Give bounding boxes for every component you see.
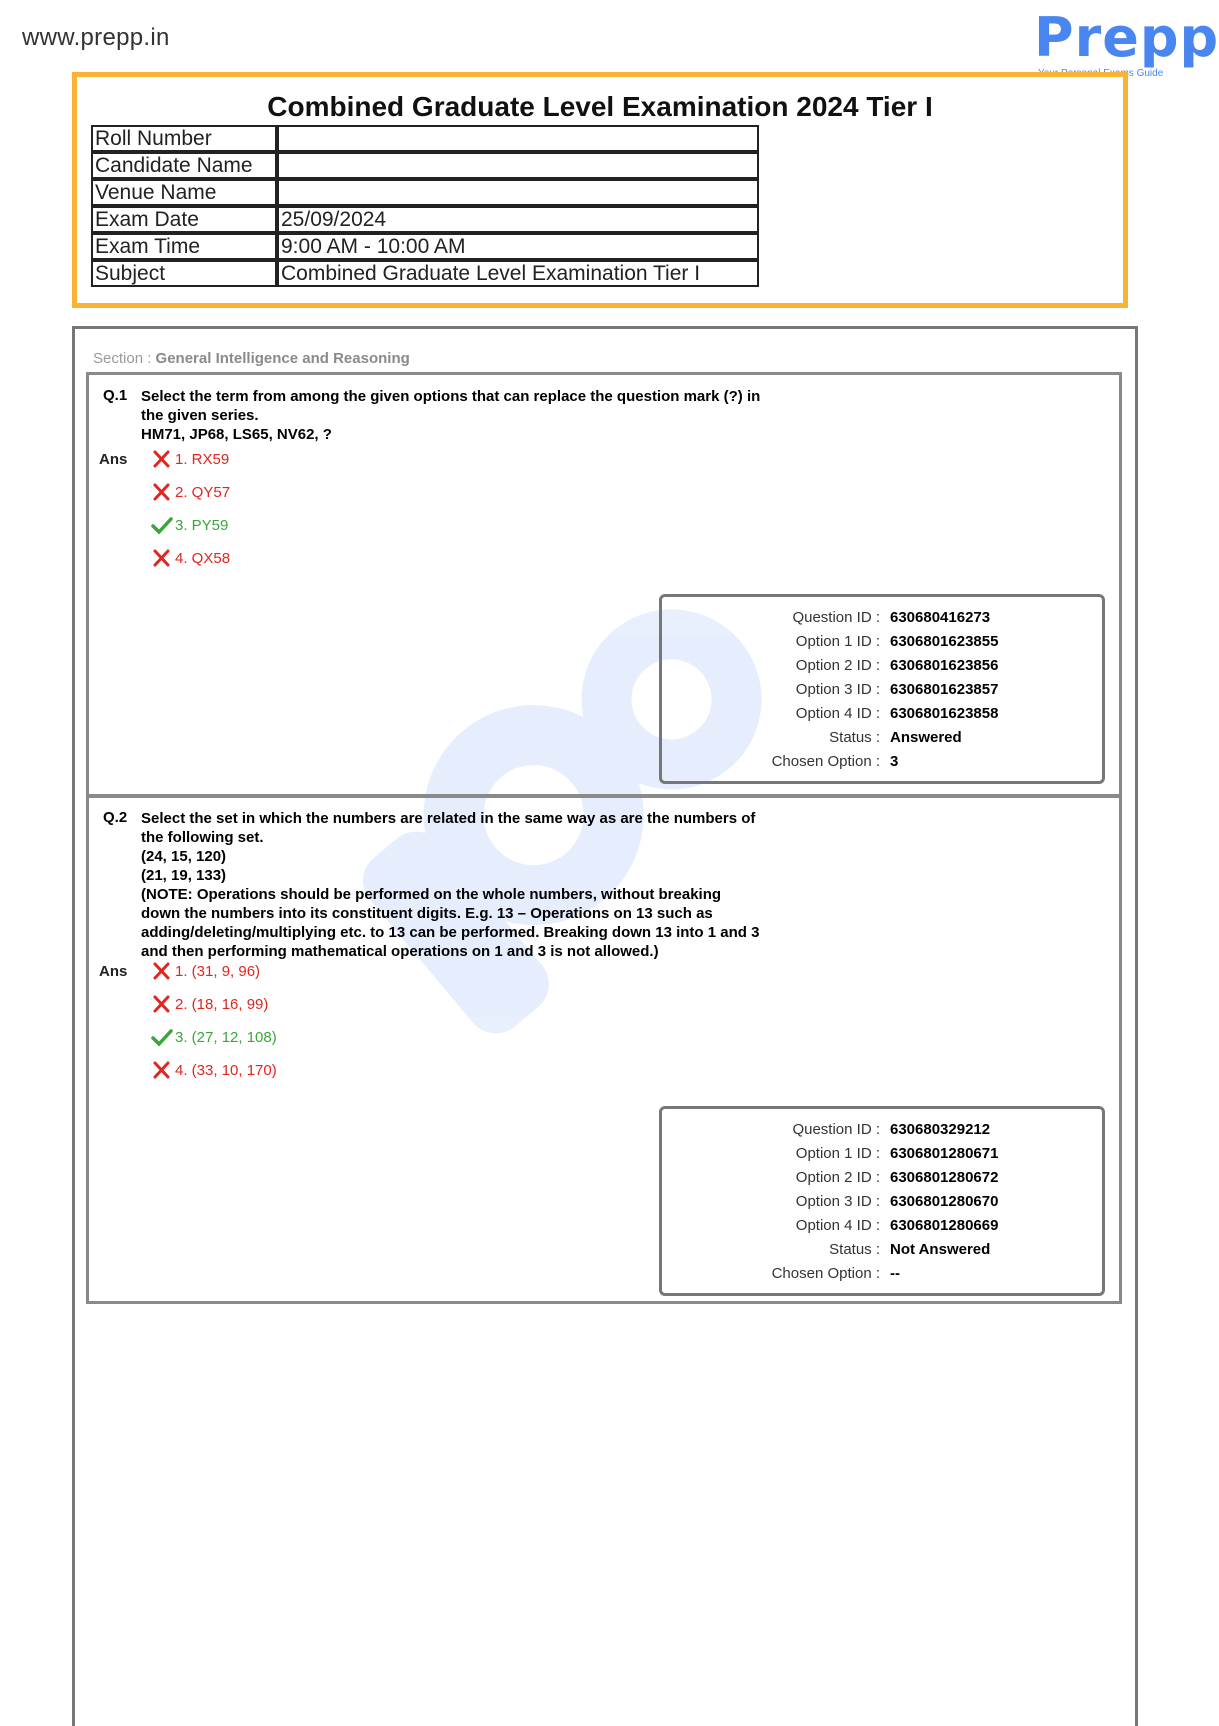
option-text: 1. (31, 9, 96) [175,962,261,980]
question-line: the following set. [141,829,264,846]
meta-value: 6306801280669 [890,1217,999,1234]
meta-row [662,705,1102,725]
answer-option [151,548,230,568]
option-text: 2. QY57 [175,483,231,501]
meta-value: 6306801623856 [890,657,999,674]
meta-row [662,1265,1102,1285]
answer-option [151,449,229,469]
meta-value: Answered [890,729,962,746]
question-meta-box [659,1106,1105,1296]
meta-row [662,1121,1102,1141]
info-label: Venue Name [91,179,277,206]
answer-option [151,1060,277,1080]
section-name: General Intelligence and Reasoning [155,350,410,367]
table-row [91,233,759,260]
meta-key: Option 4 ID : [795,705,880,722]
question-line: HM71, JP68, LS65, NV62, ? [141,426,332,443]
option-text: 4. (33, 10, 170) [175,1061,277,1079]
cross-icon [151,482,173,502]
meta-row [662,1241,1102,1261]
table-row [91,179,759,206]
question-line: and then performing mathematical operations on 1 and 3 is not allowed.) [141,943,659,960]
exam-header [72,72,1128,308]
meta-value: 630680329212 [890,1121,991,1138]
info-label: Candidate Name [91,152,277,179]
question-card-2 [86,794,1122,1304]
answer-option [151,515,228,535]
info-value: 25/09/2024 [277,206,759,233]
question-line: (21, 19, 133) [141,867,227,884]
question-text [141,809,841,961]
meta-key: Option 1 ID : [795,1145,880,1162]
meta-value: Not Answered [890,1241,991,1258]
meta-value: -- [890,1265,900,1282]
info-value [277,152,759,179]
option-text: 1. RX59 [175,450,230,468]
answer-option [151,482,230,502]
meta-value: 3 [890,753,899,770]
table-row [91,125,759,152]
meta-key: Chosen Option : [771,1265,880,1282]
candidate-info-table [91,125,759,287]
cross-icon [151,548,173,568]
meta-key: Chosen Option : [771,753,880,770]
meta-key: Question ID : [792,609,880,626]
checkmark-icon [151,1027,173,1047]
question-line: Select the set in which the numbers are related in the same way as are the numbers of [141,810,756,827]
option-text: 4. QX58 [175,549,231,567]
info-value [277,125,759,152]
site-url[interactable]: www.prepp.in [22,24,170,51]
meta-key: Status : [829,1241,880,1258]
ans-label: Ans [99,963,128,980]
question-text [141,387,841,444]
question-number: Q.1 [103,387,128,404]
meta-value: 6306801280672 [890,1169,999,1186]
info-label: Subject [91,260,277,287]
meta-key: Question ID : [792,1121,880,1138]
meta-row [662,681,1102,701]
answer-option [151,1027,277,1047]
meta-key: Option 1 ID : [795,633,880,650]
question-meta-box [659,594,1105,784]
option-text: 3. PY59 [175,516,229,534]
question-line: the given series. [141,407,259,424]
exam-title: Combined Graduate Level Examination 2024 Tier I [267,91,933,122]
meta-key: Option 2 ID : [795,657,880,674]
meta-value: 6306801280671 [890,1145,999,1162]
question-line: (NOTE: Operations should be performed on the whole numbers, without breaking [141,886,722,903]
meta-value: 6306801623858 [890,705,999,722]
meta-row [662,1217,1102,1237]
meta-value: 6306801623857 [890,681,999,698]
question-line: adding/deleting/multiplying etc. to 13 can be performed. Breaking down 13 into 1 and 3 [141,924,760,941]
meta-row [662,609,1102,629]
meta-row [662,657,1102,677]
question-line: (24, 15, 120) [141,848,227,865]
answer-option [151,994,268,1014]
meta-row [662,1145,1102,1165]
ans-label: Ans [99,451,128,468]
section-label [93,350,410,367]
meta-key: Option 2 ID : [795,1169,880,1186]
checkmark-icon [151,515,173,535]
info-value: 9:00 AM - 10:00 AM [277,233,759,260]
cross-icon [151,449,173,469]
meta-key: Status : [829,729,880,746]
meta-row [662,753,1102,773]
question-line: Select the term from among the given options that can replace the question mark (?) in [141,388,761,405]
meta-value: 630680416273 [890,609,991,626]
option-text: 2. (18, 16, 99) [175,995,269,1013]
meta-row [662,1169,1102,1189]
section-prefix: Section : [93,350,156,367]
meta-row [662,633,1102,653]
table-row [91,206,759,233]
meta-value: 6306801623855 [890,633,999,650]
cross-icon [151,961,173,981]
meta-row [662,1193,1102,1213]
answer-option [151,961,260,981]
info-value [277,179,759,206]
info-label: Exam Time [91,233,277,260]
info-value: Combined Graduate Level Examination Tier I [277,260,759,287]
info-label: Exam Date [91,206,277,233]
option-text: 3. (27, 12, 108) [175,1028,277,1046]
logo-wordmark: Prepp [1034,6,1219,69]
meta-row [662,729,1102,749]
meta-key: Option 3 ID : [795,1193,880,1210]
table-row [91,152,759,179]
question-card-1 [86,372,1122,798]
meta-value: 6306801280670 [890,1193,999,1210]
question-line: down the numbers into its constituent digits. E.g. 13 – Operations on 13 such as [141,905,713,922]
cross-icon [151,1060,173,1080]
meta-key: Option 4 ID : [795,1217,880,1234]
logo-tagline: Your Personal Exams Guide [1038,68,1164,79]
table-row [91,260,759,287]
info-label: Roll Number [91,125,277,152]
cross-icon [151,994,173,1014]
question-number: Q.2 [103,809,128,826]
meta-key: Option 3 ID : [795,681,880,698]
